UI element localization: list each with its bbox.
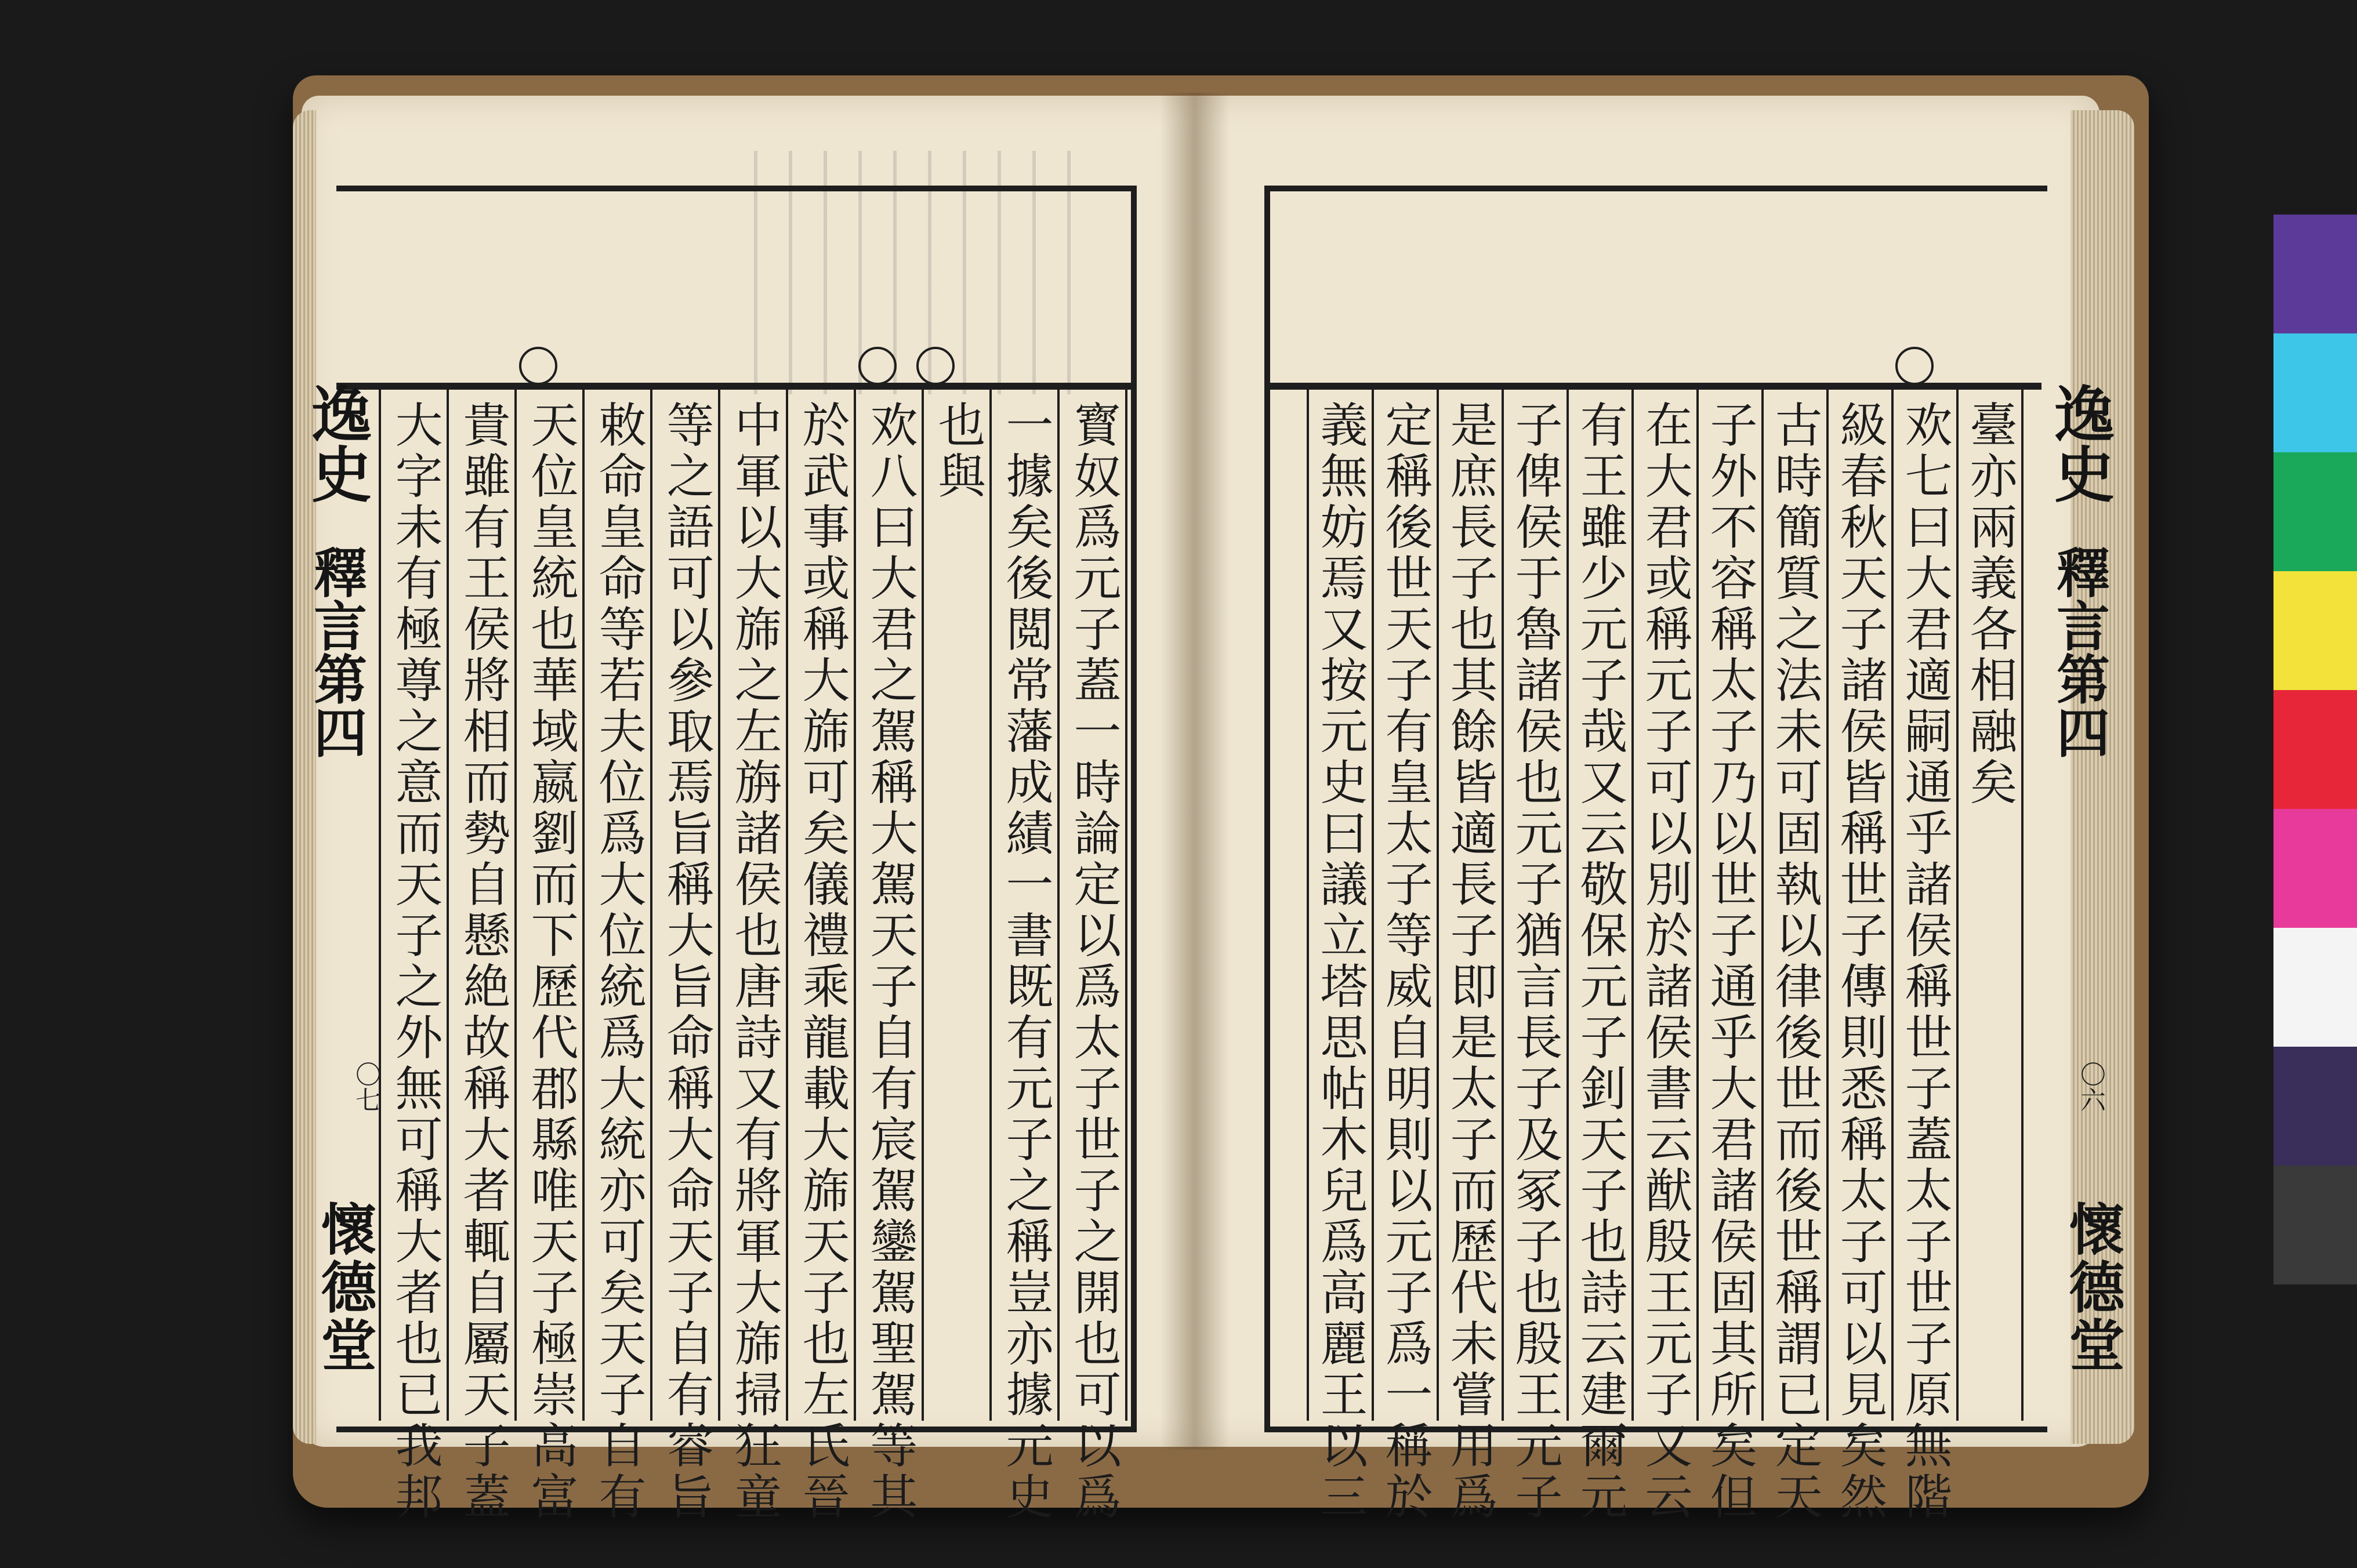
left-press-name: 懷德堂 [312,1200,378,1374]
column-rule [1057,389,1060,1421]
column-rule [1696,389,1699,1421]
column-rule [1125,389,1127,1421]
text-column: 於武事或稱大旆可矣儀禮乘龍載大旆天子也左氏晉 [795,400,850,1523]
punch-mark-circle [1895,347,1934,385]
text-column: 大字未有極尊之意而天子之外無可稱大者也已我邦 [387,400,443,1523]
column-rule [514,389,517,1421]
book-gutter [1160,93,1230,1450]
color-swatch [2273,215,2357,333]
column-rule [2021,389,2024,1421]
column-rule [1437,389,1439,1421]
column-rule [854,389,856,1421]
column-rule [786,389,788,1421]
text-column: 古時簡質之法未可固執以律後世而後世稱謂已定天 [1767,400,1822,1523]
right-folio: 〇六 [2076,1061,2105,1112]
right-press-name: 懷德堂 [2060,1200,2126,1374]
color-swatch [2273,809,2357,928]
column-rule [922,389,924,1421]
column-rule [650,389,652,1421]
column-rule [447,389,449,1421]
punch-mark-circle [519,347,557,385]
text-column: 是庶長子也其餘皆適長子即是太子而歷代未嘗用爲 [1442,400,1497,1523]
column-rule [1372,389,1374,1421]
text-column: 在大君或稱元子可以別於諸侯書云猷殷王元子又云 [1637,400,1692,1523]
color-swatch [2273,571,2357,690]
text-column: 義無妨焉又按元史曰議立塔思帖木兒爲高麗王以三 [1312,400,1368,1523]
column-rule [1956,389,1959,1421]
color-calibration-chart [2273,215,2357,1287]
text-column: 一據矣後閲常藩成績一書既有元子之稱豈亦據元史 [998,400,1053,1523]
text-column: 有王雖少元子哉又云敬保元子釗天子也詩云建爾元 [1572,400,1627,1523]
text-column: 臺亦兩義各相融矣 [1962,400,2017,808]
text-column: 寳奴爲元子蓋一時論定以爲太子世子之開也可以爲 [1066,400,1121,1523]
right-margin-title: 逸史 [2044,383,2115,503]
text-column: 欢七曰大君適嗣通乎諸侯稱世子蓋太子世子原無階 [1897,400,1952,1523]
text-column: 敕命皇命等若夫位爲大位統爲大統亦可矣天子自有 [591,400,646,1523]
color-swatch [2273,1166,2357,1284]
text-column: 也與 [930,400,985,502]
text-column: 天位皇統也華域嬴劉而下歷代郡縣唯天子極崇高富 [523,400,578,1523]
color-swatch [2273,690,2357,809]
column-rule [1307,389,1309,1421]
text-column: 級春秋天子諸侯皆稱世子傳則悉稱太子可以見矣然 [1832,400,1887,1523]
column-rule [1567,389,1569,1421]
text-column: 定稱後世天子有皇太子等威自明則以元子爲一稱於 [1377,400,1433,1523]
left-header-rule [336,383,1137,390]
punch-mark-circle [916,347,955,385]
left-folio: 〇七 [351,1061,380,1112]
punch-mark-circle [858,347,897,385]
column-rule [1761,389,1764,1421]
column-rule [989,389,992,1421]
text-column: 貴雖有王侯將相而勢自懸絶故稱大者輒自屬天子蓋 [455,400,510,1523]
right-header-rule [1264,383,2041,390]
column-rule [718,389,720,1421]
column-rule [1502,389,1504,1421]
column-rule [1891,389,1894,1421]
column-rule [582,389,585,1421]
color-swatch [2273,452,2357,571]
column-rule [1631,389,1634,1421]
text-column: 子外不容稱太子乃以世子通乎大君諸侯固其所矣但 [1702,400,1757,1523]
left-margin-section: 釋言第四 [305,545,368,758]
color-swatch [2273,928,2357,1047]
right-margin-section: 釋言第四 [2048,545,2111,758]
text-column: 欢八曰大君之駕稱大駕天子自有宸駕鑾駕聖駕等其 [862,400,918,1523]
color-swatch [2273,1047,2357,1166]
text-column: 中軍以大旆之左旃諸侯也唐詩又有將軍大旆掃狂童 [727,400,782,1523]
color-swatch [2273,333,2357,452]
text-column: 等之語可以參取焉旨稱大旨命稱大命天子自有睿旨 [659,400,714,1523]
column-rule [1826,389,1829,1421]
text-column: 子俾侯于魯諸侯也元子猶言長子及冢子也殷王元子 [1507,400,1562,1523]
left-margin-title: 逸史 [301,383,372,503]
